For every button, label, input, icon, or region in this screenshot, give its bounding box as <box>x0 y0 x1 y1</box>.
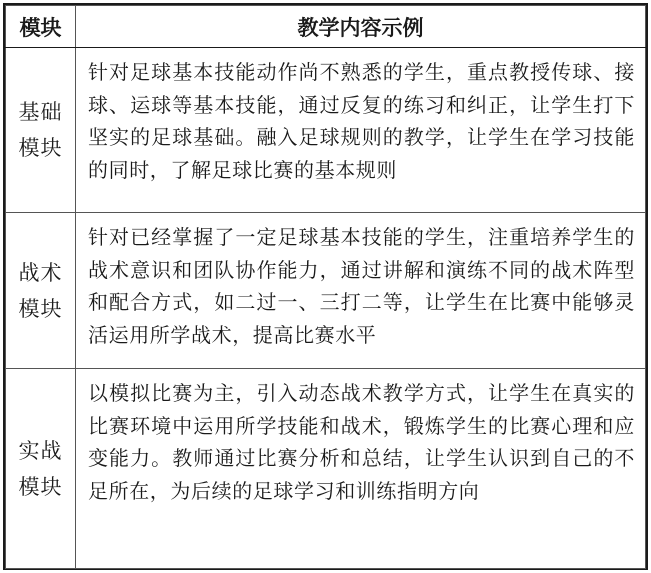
module-name-line2: 模块 <box>18 136 63 160</box>
module-name-practice <box>6 369 76 569</box>
module-name-line1: 基础 <box>18 100 63 124</box>
module-content-tactics: 针对已经掌握了一定足球基本技能的学生，注重培养学生的战术意识和团队协作能力，通过讲解和演练不同的战术阵型和配合方式，如二过一、三打二等，让学生在比赛中能够灵活运用所学战术，提高比赛水平 <box>76 213 646 369</box>
teaching-content-table-wrapper <box>3 3 648 570</box>
module-content-basic: 针对足球基本技能动作尚不熟悉的学生，重点教授传球、接球、运球等基本技能，通过反复的练习和纠正，让学生打下坚实的足球基础。融入足球规则的教学，让学生在学习技能的同时，了解足球比赛的基本规则 <box>76 48 646 213</box>
module-name-line2: 模块 <box>18 296 63 321</box>
module-name-tactics <box>6 213 76 369</box>
teaching-content-table <box>5 5 646 569</box>
header-content: 教学内容示例 <box>76 6 646 48</box>
table-row-tactics <box>6 213 646 369</box>
table-row-practice <box>6 369 646 569</box>
module-name-line1: 战术 <box>18 260 63 285</box>
module-name-line2: 模块 <box>18 474 63 499</box>
header-module: 模块 <box>6 6 76 48</box>
table-row-basic <box>6 48 646 213</box>
table-header-row <box>6 6 646 48</box>
module-content-practice: 以模拟比赛为主，引入动态战术教学方式，让学生在真实的比赛环境中运用所学技能和战术，锻炼学生的比赛心理和应变能力。教师通过比赛分析和总结，让学生认识到自己的不足所在，为后续的足球学习和训练指明方向 <box>76 369 646 569</box>
module-name-line1: 实战 <box>18 438 63 463</box>
module-name-basic <box>6 48 76 213</box>
